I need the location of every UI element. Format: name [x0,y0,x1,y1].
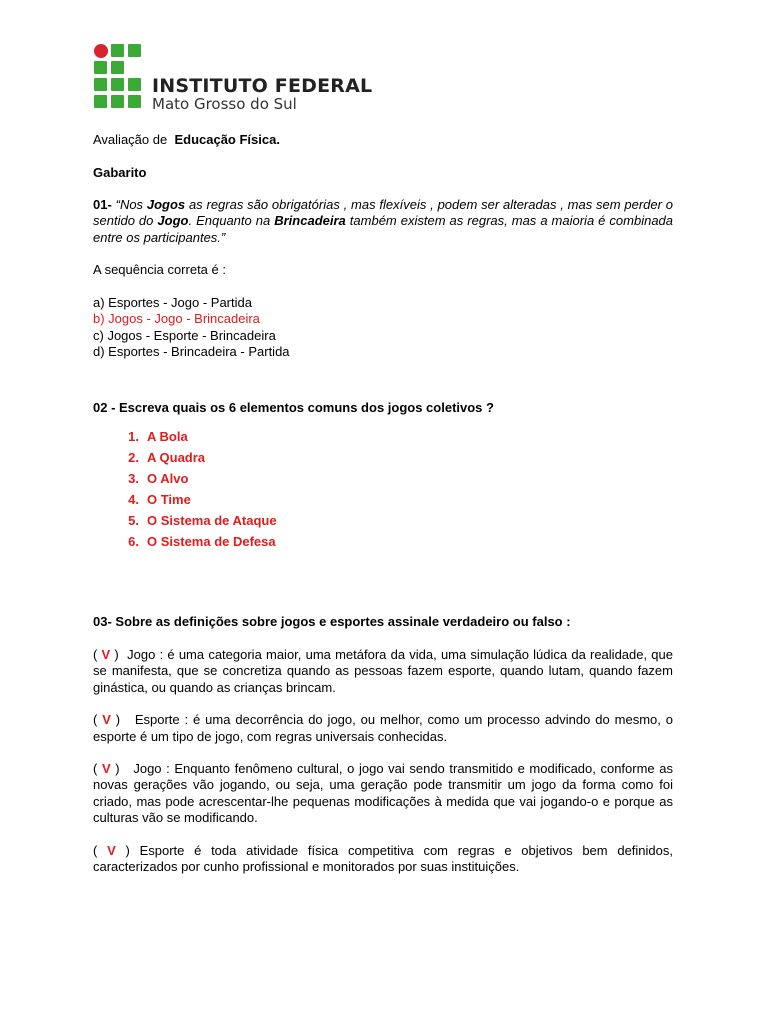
option-d: d) Esportes - Brincadeira - Partida [93,343,290,359]
tf-item-4: ( V ) Esporte é toda atividade física competitiva com regras e objetivos bem definidos, caracterizados por cunho profissional e monitorados por suas instituições. [93,842,674,874]
question-2-list [93,426,673,552]
exam-subject: Avaliação de Educação Física. [93,132,280,147]
question-1-options [93,295,673,360]
gabarito-heading: Gabarito [93,164,147,180]
option-b-correct: b) Jogos - Jogo - Brincadeira [93,311,260,327]
document-body [93,132,673,875]
tf-mark: V [102,712,111,728]
tf-item-2: ( V ) Esporte : é uma decorrência do jogo, ou melhor, como um processo advindo do mesmo, o esporte é um tipo de jogo, com regras universais conhecidas. [93,712,673,744]
question-1-prompt: A sequência correta é : [93,262,226,278]
institution-name: INSTITUTO FEDERAL [152,75,373,97]
tf-mark: V [101,761,111,777]
question-3-title: 03- Sobre as definições sobre jogos e esportes assinale verdadeiro ou falso : [93,614,571,630]
option-a: a) Esportes - Jogo - Partida [93,294,252,310]
tf-item-3: ( V ) Jogo : Enquanto fenômeno cultural, o jogo vai sendo transmitido e modificado, conforme as novas gerações vão jogando, ou seja, uma geração pode transmitir um jogo da forma como foi criado, mas pode acrescentar-lhe pequenas modificações à medida que vai jogando-o e porque as culturas vão se modificando. [93,761,673,826]
subject-title: Educação Física. [174,132,280,147]
tf-mark: V [107,842,116,858]
logo-grid-icon [94,44,146,112]
list-item: 4. O Time [128,492,191,508]
question-1-text: 01- “Nos Jogos as regras são obrigatórias , mas flexíveis , podem ser alteradas , mas sem perder o sentido do Jogo. Enquanto na Brincadeira também existem as regras, mas a maioria é combinada entre os participantes.” [93,197,674,245]
list-item: 3. O Alvo [128,471,189,487]
tf-item-1: ( V ) Jogo : é uma categoria maior, uma metáfora da vida, uma simulação lúdica da realidade, que se manifesta, que se concretiza quando as pessoas fazem esporte, quando lutam, quando fazem ginástica, ou quando as crianças brincam. [93,647,673,695]
if-logo [94,44,374,114]
list-item: 1. A Bola [128,429,188,445]
campus-name: Mato Grosso do Sul [152,95,297,113]
list-item: 6. O Sistema de Defesa [128,534,276,550]
tf-mark: V [101,647,111,663]
question-2-title: 02 - Escreva quais os 6 elementos comuns dos jogos coletivos ? [93,400,494,416]
list-item: 5. O Sistema de Ataque [128,513,277,529]
list-item: 2. A Quadra [128,450,206,466]
option-c: c) Jogos - Esporte - Brincadeira [93,327,276,343]
